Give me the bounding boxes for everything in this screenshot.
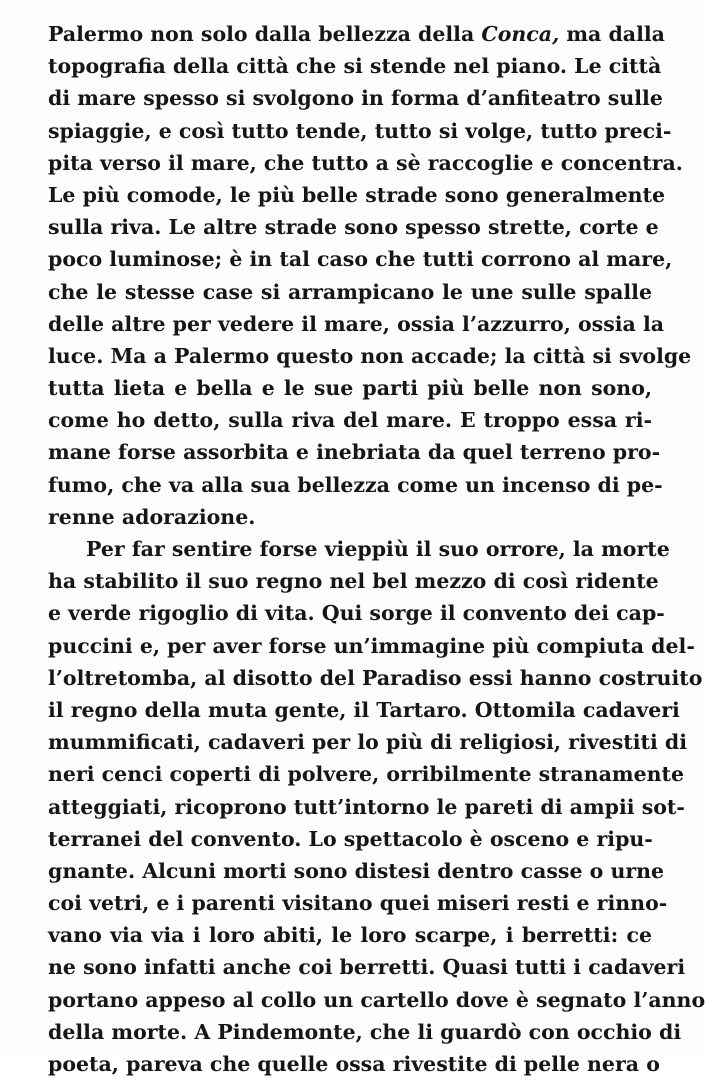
text-line bbox=[48, 984, 705, 1016]
paragraph bbox=[48, 533, 705, 1080]
text-segment: portano appeso al collo un cartello dove è segnato l’anno bbox=[48, 987, 705, 1012]
text-line bbox=[48, 340, 692, 372]
text-line bbox=[48, 469, 663, 501]
text-line bbox=[48, 758, 685, 790]
text-segment: che le stesse case si arrampicano le une sulle spalle bbox=[48, 279, 652, 304]
text-segment: ne sono infatti anche coi berretti. Quasi tutti i cadaveri bbox=[48, 955, 686, 980]
text-line bbox=[48, 308, 665, 340]
text-line bbox=[48, 726, 688, 758]
text-line bbox=[48, 694, 680, 726]
text-segment: come ho detto, sulla riva del mare. E troppo essa ri- bbox=[48, 408, 652, 433]
text-segment: sulla riva. Le altre strade sono spesso strette, corte e bbox=[48, 215, 659, 240]
text-segment: Le più comode, le più belle strade sono generalmente bbox=[48, 182, 666, 207]
text-line bbox=[48, 951, 686, 983]
text-segment: ha stabilito il suo regno nel bel mezzo di così ridente bbox=[48, 569, 659, 594]
text-line bbox=[48, 501, 652, 533]
italic-text-segment: Conca, bbox=[481, 22, 560, 46]
text-line bbox=[48, 630, 695, 662]
text-segment: terranei del convento. Lo spettacolo è osceno e ripu- bbox=[48, 826, 653, 851]
text-segment: puccini e, per aver forse un’immagine più compiuta del- bbox=[48, 633, 695, 658]
text-segment: Per far sentire forse vieppiù il suo orrore, la morte bbox=[86, 537, 670, 561]
text-segment: neri cenci coperti di polvere, orribilmente stranamente bbox=[48, 762, 685, 787]
text-segment: delle altre per vedere il mare, ossia l’azzurro, ossia la bbox=[48, 311, 665, 336]
text-line bbox=[48, 211, 659, 243]
text-segment: atteggiati, ricoprono tutt’intorno le pareti di ampii sot- bbox=[48, 794, 685, 819]
text-line bbox=[48, 404, 652, 436]
text-segment: luce. Ma a Palermo questo non accade; la città si svolge bbox=[48, 343, 692, 368]
text-line bbox=[48, 179, 666, 211]
text-line bbox=[48, 565, 659, 597]
text-segment: mane forse assorbita e inebriata da quel terreno pro- bbox=[48, 440, 661, 465]
text-line bbox=[48, 18, 665, 50]
text-segment: della morte. A Pindemonte, che li guardò con occhio di bbox=[48, 1019, 682, 1044]
text-segment: mummificati, cadaveri per lo più di religiosi, rivestiti di bbox=[48, 730, 688, 755]
text-line bbox=[48, 147, 683, 179]
text-segment: renne adorazione. bbox=[48, 504, 256, 529]
text-segment: pita verso il mare, che tutto a sè raccoglie e concentra. bbox=[48, 150, 683, 175]
text-line bbox=[48, 243, 673, 275]
text-segment: topografia della città che si stende nel piano. Le città bbox=[48, 54, 662, 79]
text-segment: fumo, che va alla sua bellezza come un incenso di pe- bbox=[48, 472, 663, 497]
text-segment: gnante. Alcuni morti sono distesi dentro casse o urne bbox=[48, 858, 665, 883]
text-line bbox=[48, 662, 703, 694]
text-line bbox=[48, 533, 670, 565]
text-segment: di mare spesso si svolgono in forma d’anfiteatro sulle bbox=[48, 86, 663, 111]
paragraph bbox=[48, 18, 692, 533]
text-line bbox=[48, 791, 685, 823]
text-line bbox=[48, 372, 652, 404]
text-segment: spiaggie, e così tutto tende, tutto si volge, tutto preci- bbox=[48, 118, 672, 143]
text-line bbox=[48, 82, 663, 114]
text-segment: vano via via i loro abiti, le loro scarpe, i berretti: ce bbox=[48, 923, 652, 948]
text-line bbox=[48, 436, 661, 468]
text-segment: Palermo non solo dalla bellezza della bbox=[48, 22, 482, 46]
text-line bbox=[48, 919, 652, 951]
text-segment: coi vetri, e i parenti visitano quei miseri resti e rinno- bbox=[48, 891, 668, 916]
text-line bbox=[48, 115, 672, 147]
page-text bbox=[48, 18, 705, 1080]
text-segment: l’oltretomba, al disotto del Paradiso essi hanno costruito bbox=[48, 665, 703, 690]
text-line bbox=[48, 1016, 682, 1048]
text-line bbox=[48, 276, 652, 308]
text-segment: ma dalla bbox=[559, 22, 665, 46]
text-line bbox=[48, 597, 665, 629]
text-line bbox=[48, 1048, 660, 1080]
text-line bbox=[48, 855, 665, 887]
text-segment: poeta, pareva che quelle ossa rivestite di pelle nera o bbox=[48, 1052, 660, 1076]
text-line bbox=[48, 887, 668, 919]
text-segment: tutta lieta e bella e le sue parti più belle non sono, bbox=[48, 376, 652, 401]
text-segment: il regno della muta gente, il Tartaro. Ottomila cadaveri bbox=[48, 697, 680, 722]
text-line bbox=[48, 823, 652, 855]
text-segment: poco luminose; è in tal caso che tutti corrono al mare, bbox=[48, 247, 673, 272]
text-segment: e verde rigoglio di vita. Qui sorge il convento dei cap- bbox=[48, 601, 665, 626]
text-line bbox=[48, 50, 662, 82]
